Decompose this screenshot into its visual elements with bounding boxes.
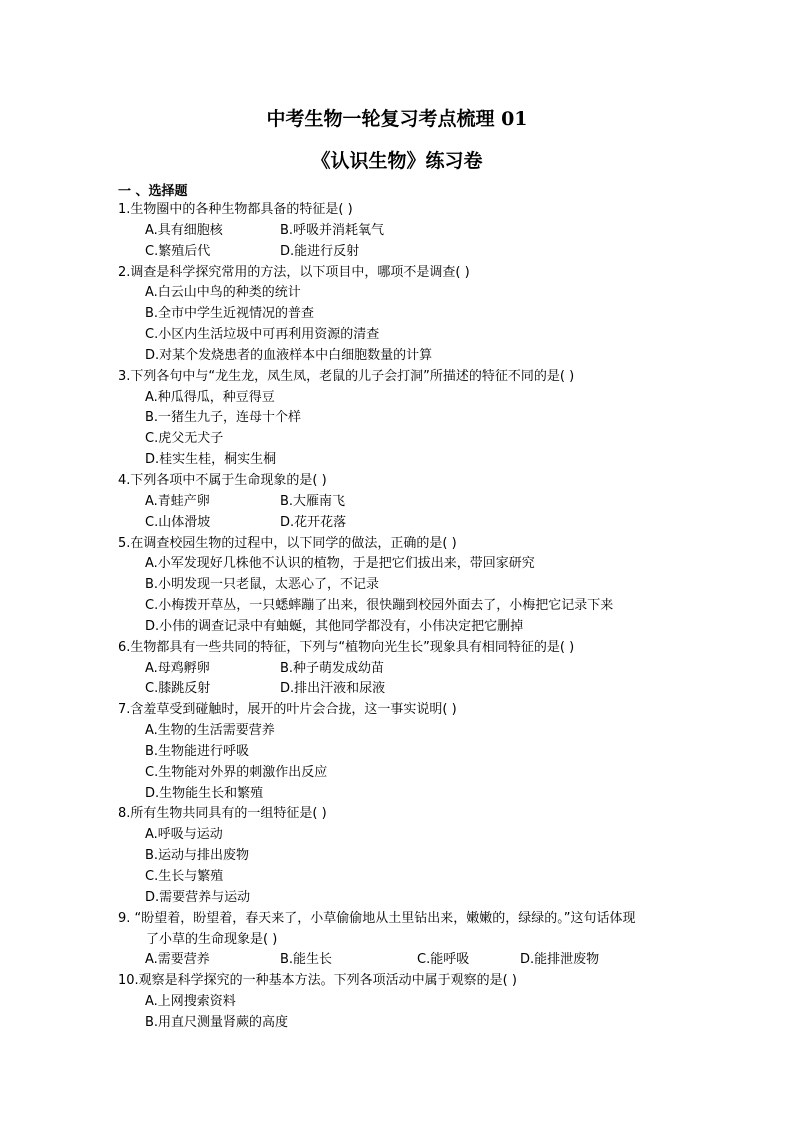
option-b: B.生物能进行呼吸 (145, 743, 250, 759)
option-d: D.能排泄废物 (520, 952, 600, 968)
option-d: D.需要营养与运动 (145, 889, 251, 905)
question-8-stem: 8.所有生物共同具有的一组特征是( ) (118, 806, 327, 822)
question-9-options-row (118, 950, 718, 971)
question-4-options-row-1 (118, 492, 718, 513)
option-d: D.能进行反射 (280, 243, 360, 259)
option-c: C.膝跳反射 (145, 681, 211, 697)
question-6-options-row-1 (118, 659, 718, 680)
option-b: B.用直尺测量肾蕨的高度 (145, 1014, 289, 1030)
option-c: C.生长与繁殖 (145, 869, 224, 884)
document-title: 中考生物一轮复习考点梳理 01 (266, 108, 528, 130)
option-b: B.呼吸并消耗氧气 (280, 222, 385, 238)
question-4-stem: 4.下列各项中不属于生命现象的是( ) (118, 472, 327, 488)
question-list (118, 200, 718, 1034)
option-b: B.大雁南飞 (280, 493, 346, 509)
question-4-options-row-2 (118, 513, 718, 534)
option-b: B.一猪生九子，连母十个样 (145, 410, 302, 426)
option-d: D.花开花落 (280, 514, 347, 530)
option-a: A.生物的生活需要营养 (145, 723, 275, 739)
option-c: C.繁殖后代 (145, 243, 211, 259)
question-10-stem: 10.观察是科学探究的一种基本方法。下列各项活动中属于观察的是( ) (118, 973, 517, 989)
option-d: D.桂实生桂，桐实生桐 (145, 452, 277, 468)
option-a: A.种瓜得瓜，种豆得豆 (145, 389, 275, 405)
option-d: D.小伟的调查记录中有蚰蜒，其他同学都没有，小伟决定把它删掉 (145, 618, 524, 634)
option-a: A.需要营养 (145, 952, 210, 968)
section-heading: 一 、选择题 (118, 184, 188, 199)
question-9-stem-continued: 了小草的生命现象是( ) (146, 931, 278, 947)
option-a: A.青蛙产卵 (145, 493, 210, 509)
option-d: D.生物能生长和繁殖 (145, 785, 264, 801)
option-c: C.小梅拨开草丛，一只蟋蟀蹦了出来，很快蹦到校园外面去了，小梅把它记录下来 (145, 598, 614, 614)
question-5-stem: 5.在调查校园生物的过程中，以下同学的做法，正确的是( ) (118, 535, 457, 551)
option-a: A.白云山中鸟的种类的统计 (145, 285, 301, 301)
option-a: A.小军发现好几株他不认识的植物，于是把它们拔出来，带回家研究 (145, 556, 535, 572)
option-c: C.能呼吸 (417, 952, 470, 968)
option-b: B.全市中学生近视情况的普查 (145, 306, 315, 322)
option-b: B.小明发现一只老鼠，太恶心了，不记录 (145, 577, 380, 593)
question-2-stem: 2.调查是科学探究常用的方法，以下项目中，哪项不是调查( ) (118, 264, 470, 280)
question-1-options-row-2 (118, 242, 718, 263)
option-d: D.对某个发烧患者的血液样本中白细胞数量的计算 (145, 347, 433, 363)
document-subtitle: 《认识生物》练习卷 (311, 150, 483, 172)
question-9-stem: 9. “盼望着，盼望着，春天来了，小草偷偷地从土里钻出来，嫩嫩的，绿绿的。”这句话体现 (118, 910, 636, 926)
option-b: B.运动与排出废物 (145, 848, 250, 864)
option-c: C.山体滑坡 (145, 514, 211, 530)
option-a: A.母鸡孵卵 (145, 660, 210, 676)
option-d: D.排出汗液和尿液 (280, 681, 386, 697)
option-a: A.具有细胞核 (145, 222, 223, 238)
question-3-stem: 3.下列各句中与“龙生龙，凤生凤，老鼠的儿子会打洞”所描述的特征不同的是( ) (118, 368, 575, 384)
option-a: A.上网搜索资料 (145, 994, 236, 1010)
option-c: C.虎父无犬子 (145, 431, 224, 447)
question-6-options-row-2 (118, 679, 718, 700)
question-1-stem: 1.生物圈中的各种生物都具备的特征是( ) (118, 202, 353, 217)
question-7-stem: 7.含羞草受到碰触时，展开的叶片会合拢，这一事实说明( ) (118, 702, 457, 718)
question-1-options-row-1 (118, 221, 718, 242)
question-6-stem: 6.生物都具有一些共同的特征，下列与“植物向光生长”现象具有相同特征的是( ) (118, 639, 575, 655)
option-b: B.能生长 (280, 952, 333, 968)
option-a: A.呼吸与运动 (145, 827, 223, 843)
option-c: C.小区内生活垃圾中可再利用资源的清查 (145, 327, 380, 343)
option-b: B.种子萌发成幼苗 (280, 660, 385, 676)
option-c: C.生物能对外界的刺激作出反应 (145, 764, 328, 780)
